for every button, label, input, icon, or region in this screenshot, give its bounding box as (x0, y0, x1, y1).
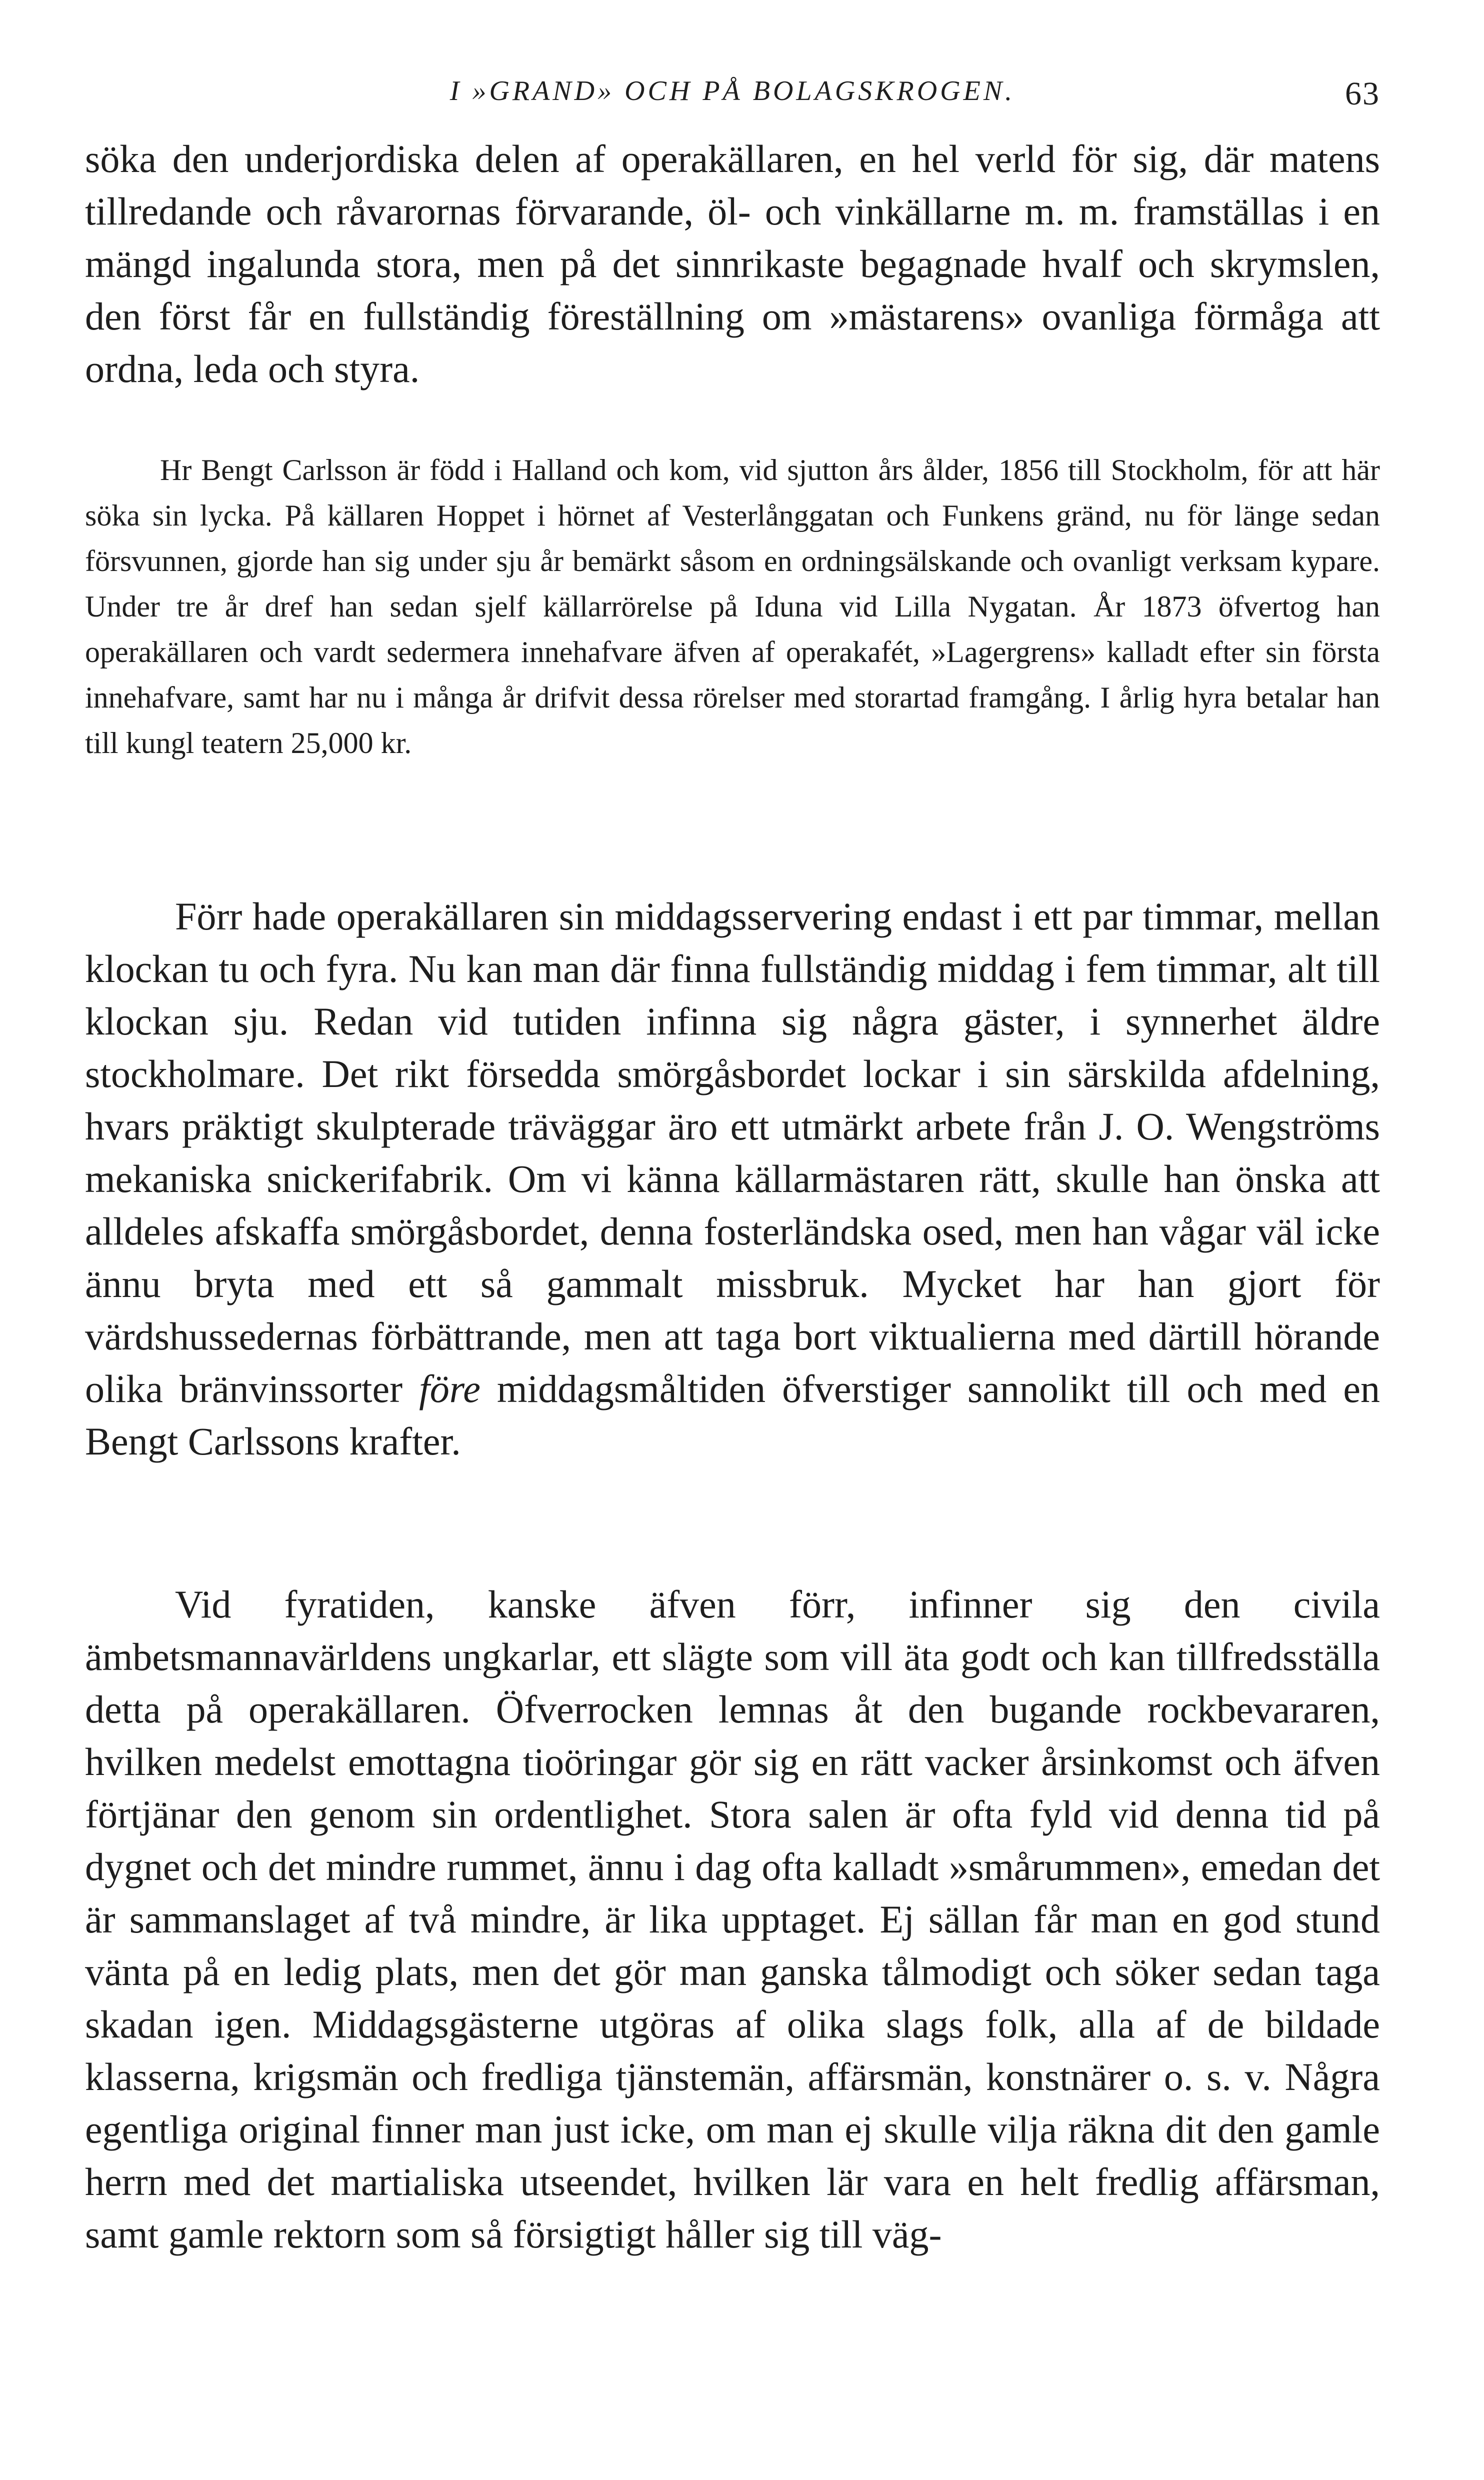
paragraph-fyratiden: Vid fyratiden, kanske äfven förr, infinner sig den civila ämbetsmannavärldens ungkarlar, ett slägte som vill äta godt och kan tillfredsställa detta på operakällaren. Öfverrocken lemnas åt den bugande rockbevararen, hvilken medelst emottagna tioöringar gör sig en rätt vacker årsinkomst och äfven förtjänar den genom sin ordentlighet. Stora salen är ofta fyld vid denna tid på dygnet och det mindre rummet, ännu i dag ofta kalladt »smårummen», emedan det är sammanslaget af två mindre, är lika upptaget. Ej sällan får man en god stund vänta på en ledig plats, men det gör man ganska tålmodigt och söker sedan taga skadan igen. Middagsgästerne utgöras af olika slags folk, alla af de bildade klasserna, krigsmän och fredliga tjänstemän, affärsmän, konstnärer o. s. v. Några egentliga original finner man just icke, om man ej skulle vilja räkna dit den gamle herrn med det martialiska utseendet, hvilken lär vara en helt fredlig affärsman, samt gamle rektorn som så försigtigt håller sig till väg- (85, 1582, 1380, 2256)
italic-word: före (419, 1367, 480, 1410)
paragraph-continued: söka den underjordiska delen af operakällaren, en hel verld för sig, där matens tillredande och råvarornas förvarande, öl- och vinkällarne m. m. framställas i en mängd ingalunda stora, men på det sinnrikaste begagnade hvalf och skrymslen, den först får en fullständig föreställning om »mästarens» ovanliga förmåga att ordna, leda och styra. (85, 137, 1380, 390)
page-number: 63 (1345, 76, 1380, 112)
running-head (85, 75, 1380, 120)
paragraph-text: middagsmåltiden öfverstiger sannolikt till och med en Bengt Carlssons krafter. (85, 1367, 1380, 1463)
paragraph-middagsservering (85, 890, 1380, 1468)
paragraph-text: Förr hade operakällaren sin middagsservering endast i ett par timmar, mellan klockan tu och fyra. Nu kan man där finna fullständig middag i fem timmar, alt till klockan sju. Redan vid tutiden infinna sig några gäster, i synnerhet äldre stockholmare. Det rikt försedda smörgåsbordet lockar i sin särskilda afdelning, hvars präktigt skulpterade träväggar äro ett utmärkt arbete från J. O. Wengströms mekaniska snickerifabrik. Om vi känna källarmästaren rätt, skulle han önska att alldeles afskaffa smörgåsbordet, denna fosterländska osed, men han vågar väl icke ännu bryta med ett så gammalt missbruk. Mycket har han gjort för värdshussedernas förbättrande, men att taga bort viktualierna med därtill hörande olika bränvinssorter (85, 894, 1380, 1410)
small-print-note: Hr Bengt Carlsson är född i Halland och kom, vid sjutton års ålder, 1856 till Stockholm, för att här söka sin lycka. På källaren Hoppet i hörnet af Vesterlånggatan och Funkens gränd, nu för länge sedan försvunnen, gjorde han sig under sju år bemärkt såsom en ordningsälskande och ovanligt verksam kypare. Under tre år dref han sedan sjelf källarrörelse på Iduna vid Lilla Nygatan. År 1873 öfvertog han operakällaren och vardt sedermera innehafvare äfven af operakafét, »Lagergrens» kalladt efter sin första innehafvare, samt har nu i många år drifvit dessa rörelser med storartad framgång. I årlig hyra betalar han till kungl teatern 25,000 kr. (85, 454, 1380, 760)
running-title: I »GRAND» OCH PÅ BOLAGSKROGEN. (450, 76, 1016, 106)
